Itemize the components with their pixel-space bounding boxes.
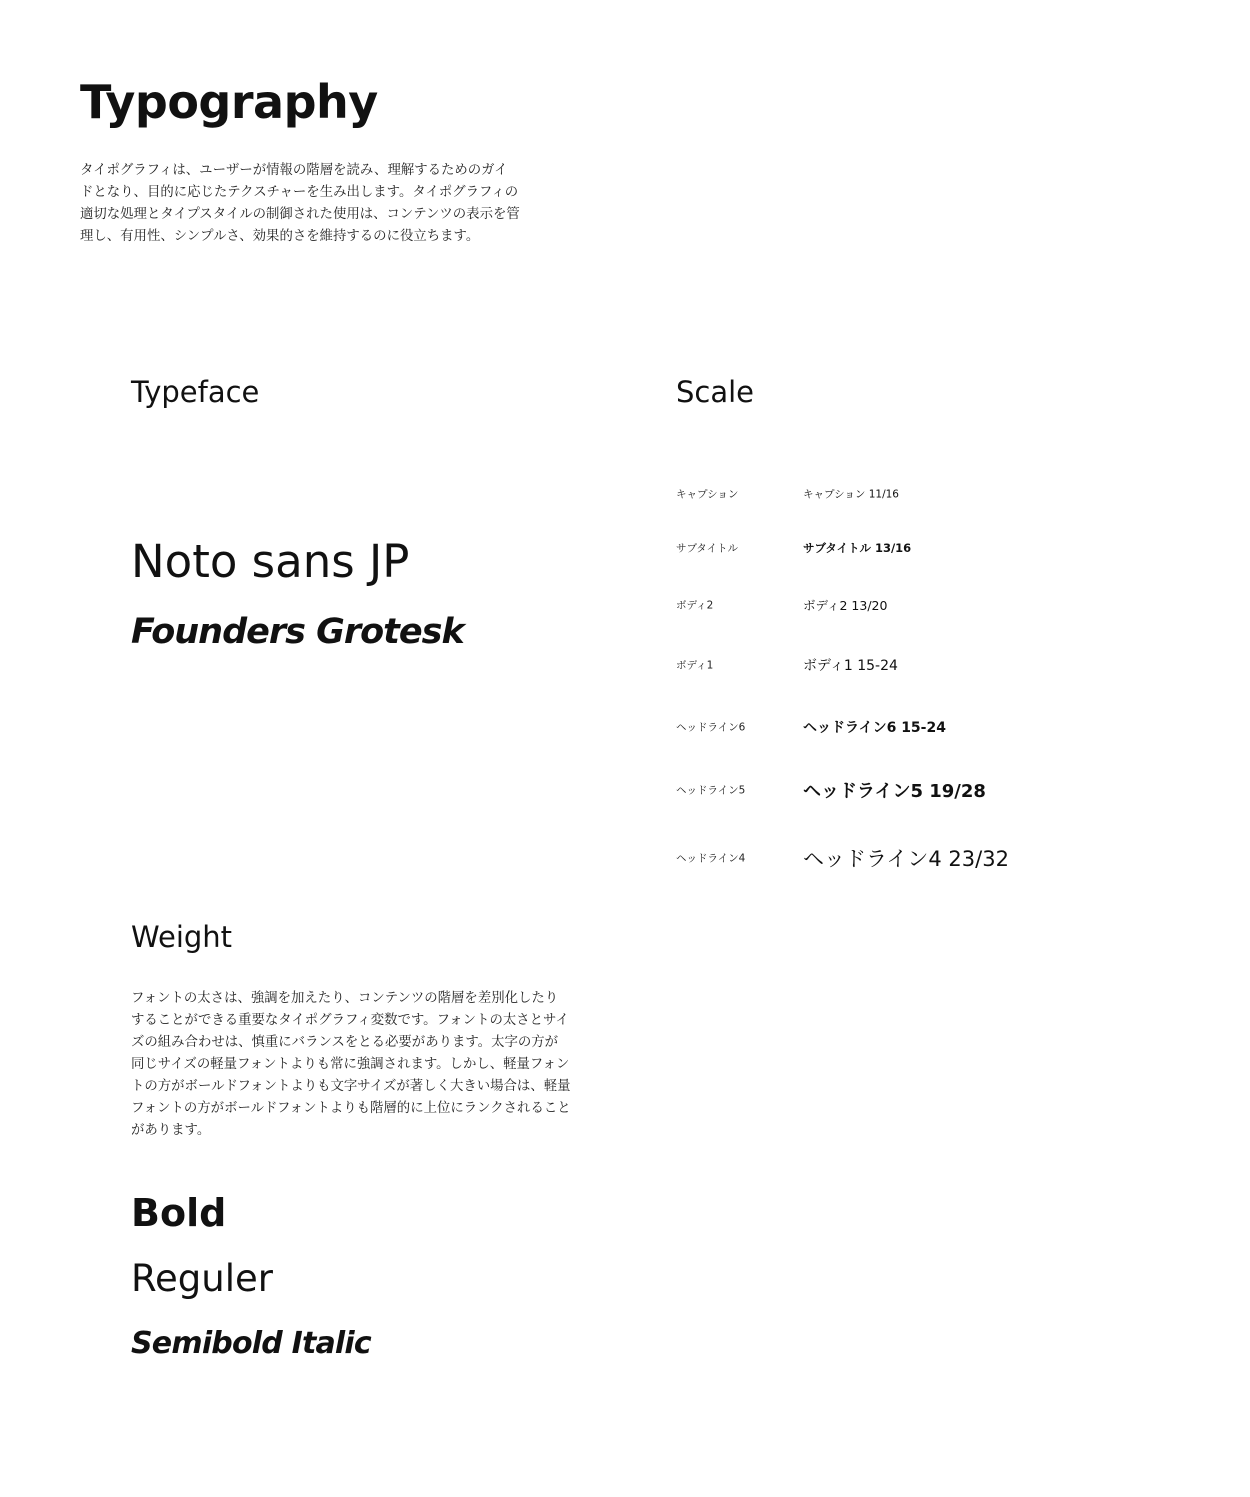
scale-sample: ボディ1 15-24 (803, 658, 898, 674)
scale-sample: ヘッドライン4 23/32 (803, 847, 1009, 871)
intro-paragraph: タイポグラフィは、ユーザーが情報の階層を読み、理解するためのガイドとなり、目的に応じたテクスチャーを生み出します。タイポグラフィの適切な処理とタイプスタイルの制御された使用は、コンテンツの表示を管理し、有用性、シンプルさ、効果的さを維持するのに役立ちます。 (80, 163, 520, 244)
scale-sample: ヘッドライン5 19/28 (803, 781, 986, 802)
scale-row-headline6 (676, 707, 1196, 747)
page-title: Typography (80, 75, 378, 129)
scale-row-body2 (676, 585, 1196, 625)
scale-label: キャプション (676, 488, 739, 501)
scale-row-headline5 (676, 770, 1196, 810)
typeface-heading: Typeface (131, 375, 260, 409)
scale-label: サブタイトル (676, 542, 739, 555)
scale-label: ヘッドライン4 (676, 852, 746, 865)
scale-label: ボディ2 (676, 599, 714, 612)
typeface-sample-noto-sans-jp: Noto sans JP (131, 535, 410, 588)
scale-row-caption (676, 474, 1196, 514)
scale-sample: サブタイトル 13/16 (803, 541, 912, 555)
scale-label: ヘッドライン5 (676, 784, 746, 797)
weight-description: フォントの太さは、強調を加えたり、コンテンツの階層を差別化したりすることができる重要なタイポグラフィ変数です。フォントの太さとサイズの組み合わせは、慎重にバランスをとる必要があります。太字の方が同じサイズの軽量フォントよりも常に強調されます。しかし、軽量フォントの方がボールドフォントよりも文字サイズが著しく大きい場合は、軽量フォントの方がボールドフォントよりも階層的に上位にランクされることがあります。 (131, 991, 571, 1138)
typeface-sample-founders-grotesk: Founders Grotesk (131, 612, 464, 652)
scale-heading: Scale (676, 375, 755, 409)
scale-sample: ヘッドライン6 15-24 (803, 720, 946, 736)
scale-row-body1 (676, 645, 1196, 685)
weight-sample-semibold-italic: Semibold Italic (131, 1326, 371, 1361)
scale-sample: ボディ2 13/20 (803, 598, 888, 613)
scale-label: ボディ1 (676, 659, 714, 672)
scale-label: ヘッドライン6 (676, 721, 746, 734)
weight-sample-bold: Bold (131, 1191, 227, 1235)
weight-heading: Weight (131, 920, 233, 954)
scale-row-subtitle (676, 528, 1196, 568)
scale-sample: キャプション 11/16 (803, 488, 899, 501)
weight-sample-regular: Reguler (131, 1257, 274, 1300)
scale-row-headline4 (676, 838, 1196, 878)
